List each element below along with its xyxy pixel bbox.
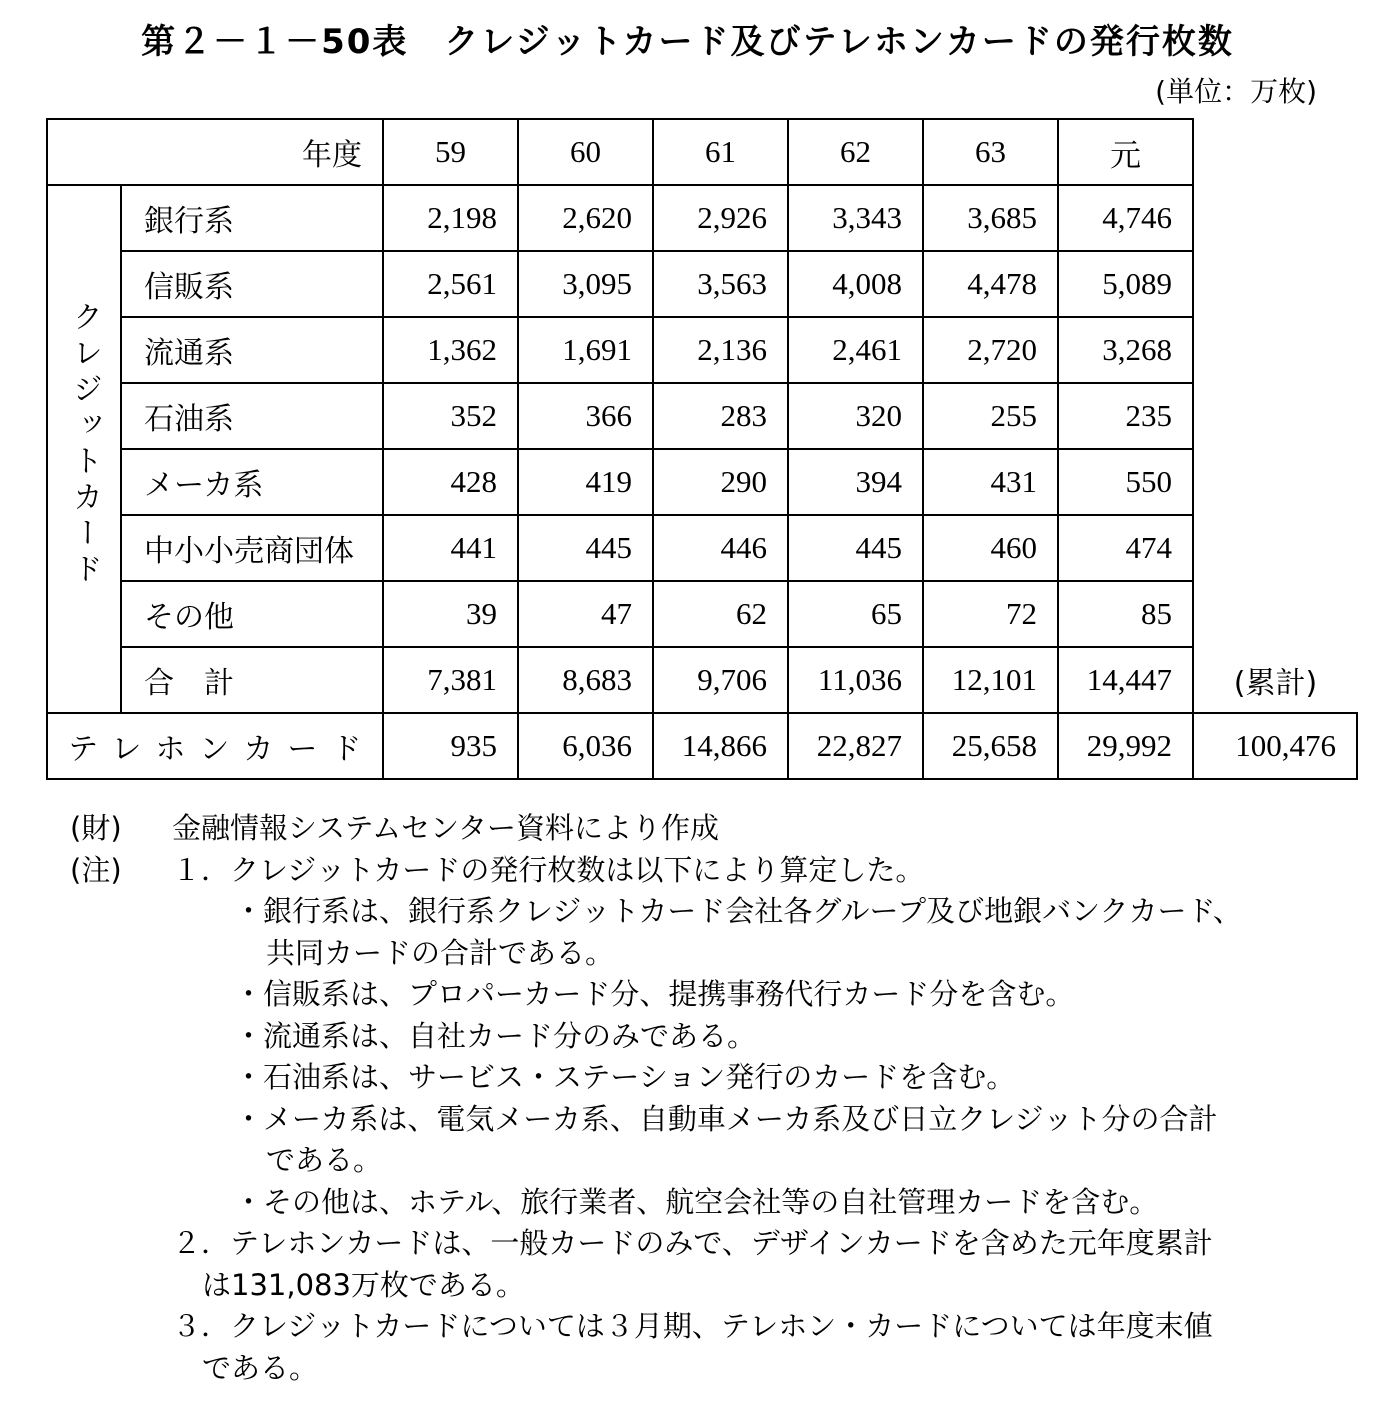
note-text: ・石油系は、サービス・ステーション発行のカードを含む。 [234,1060,1016,1094]
note-text: 共同カードの合計である。 [266,935,615,970]
table-cell: 29,992 [1058,713,1193,779]
table-cell: 85 [1058,581,1193,647]
table-cell: 12,101 [923,647,1058,713]
table-cell: 2,720 [923,317,1058,383]
note-line [70,1306,1330,1348]
total-row [47,647,1357,713]
table-cell: 431 [923,449,1058,515]
note-text: ・メーカ系は、電気メーカ系、自動車メーカ系及び日立クレジット分の合計 [234,1101,1218,1136]
row-label: 中小小売商団体 [121,515,383,581]
table-cell: 11,036 [788,647,923,713]
table-row [47,449,1357,515]
note-line [70,974,1330,1016]
table-title: 第２－１－50表 クレジットカード及びテレホンカードの発行枚数 [141,22,1234,62]
note-text: ・その他は、ホテル、旅行業者、航空会社等の自社管理カードを含む。 [234,1184,1159,1219]
table-cell: 474 [1058,515,1193,581]
table-cell: 290 [653,449,788,515]
table-row [47,515,1357,581]
row-label: その他 [121,581,383,647]
note-text: １．クレジットカードの発行枚数は以下により算定した。 [172,852,925,887]
note-line [70,1223,1330,1265]
note-text: ・流通系は、自社カード分のみである。 [234,1018,757,1053]
empty-cell [1193,251,1357,317]
table-cell: 65 [788,581,923,647]
table-row [47,383,1357,449]
source-line [70,808,1330,850]
table-cell: 550 [1058,449,1193,515]
source-text: 金融情報システムセンター資料により作成 [172,811,719,845]
year-header: 62 [788,119,923,185]
table-cell: 428 [383,449,518,515]
table-cell: 1,362 [383,317,518,383]
unit-label: (単位：万枚) [1155,75,1317,108]
note-line [70,1016,1330,1058]
table-cell: 2,561 [383,251,518,317]
table-cell: 2,198 [383,185,518,251]
table-cell: 3,685 [923,185,1058,251]
table-cell: 283 [653,383,788,449]
row-label: 流通系 [121,317,383,383]
note-line [70,1182,1330,1224]
empty-cell [1193,515,1357,581]
table-cell: 7,381 [383,647,518,713]
table-cell: 255 [923,383,1058,449]
credit-card-group-label: クレジットカード [47,185,121,713]
note-text: ・銀行系は、銀行系クレジットカード会社各グループ及び地銀バンクカード、 [234,894,1242,928]
empty-cell [1193,185,1357,251]
table-cell: 9,706 [653,647,788,713]
total-label: 合 計 [121,647,383,713]
table-row [47,251,1357,317]
table-cell: 445 [788,515,923,581]
header-row [47,119,1357,185]
note-text: ３．クレジットカードについては３月期、テレホン・カードについては年度末値 [172,1309,1213,1343]
row-label: 銀行系 [121,185,383,251]
table-cell: 366 [518,383,653,449]
table-cell: 3,563 [653,251,788,317]
empty-cell [1193,581,1357,647]
table-cell: 320 [788,383,923,449]
year-header: 60 [518,119,653,185]
table-cell: 2,926 [653,185,788,251]
note-text: は131,083万枚である。 [202,1267,525,1302]
note-line [70,1348,1330,1390]
year-header: 61 [653,119,788,185]
table-cell: 2,620 [518,185,653,251]
issuance-table [46,118,1358,780]
table-cell: 8,683 [518,647,653,713]
table-cell: 47 [518,581,653,647]
note-text: ・信販系は、プロパーカード分、提携事務代行カード分を含む。 [234,977,1075,1011]
note-line [70,1140,1330,1182]
note-text: である。 [202,1350,319,1385]
note-line [70,1265,1330,1307]
table-cell: 935 [383,713,518,779]
notes-section [70,808,1330,1389]
table-cell: 22,827 [788,713,923,779]
table-cell: 3,095 [518,251,653,317]
note-line [70,850,1330,892]
row-label: 石油系 [121,383,383,449]
telephone-card-row [47,713,1357,779]
table-cell: 14,447 [1058,647,1193,713]
table-cell: 2,461 [788,317,923,383]
table-cell: 72 [923,581,1058,647]
table-cell: 235 [1058,383,1193,449]
note-line [70,1099,1330,1141]
table-cell: 441 [383,515,518,581]
note-label: (注) [70,852,122,887]
source-label: (財) [70,811,122,845]
table-cell: 1,691 [518,317,653,383]
year-header: 59 [383,119,518,185]
year-header: 63 [923,119,1058,185]
table-cell: 352 [383,383,518,449]
empty-cell [1193,119,1357,185]
note-line [70,891,1330,933]
empty-cell [1193,317,1357,383]
empty-cell [1193,383,1357,449]
table-cell: 4,478 [923,251,1058,317]
table-cell: 62 [653,581,788,647]
cumulative-label: (累計) [1233,665,1318,701]
row-label: 信販系 [121,251,383,317]
empty-cell [1193,449,1357,515]
table-row [47,317,1357,383]
table-row [47,185,1357,251]
table-cell: 25,658 [923,713,1058,779]
note-line [70,1057,1330,1099]
table-cell: 445 [518,515,653,581]
table-cell: 419 [518,449,653,515]
table-cell: 6,036 [518,713,653,779]
table-row [47,581,1357,647]
table-cell: 460 [923,515,1058,581]
note-text: である。 [266,1143,383,1177]
year-header-label: 年度 [47,119,383,185]
row-label: メーカ系 [121,449,383,515]
telephone-card-label: テレホンカード [47,713,383,779]
table-cell: 39 [383,581,518,647]
table-cell: 2,136 [653,317,788,383]
note-text: ２．テレホンカードは、一般カードのみで、デザインカードを含めた元年度累計 [172,1226,1213,1260]
note-line [70,933,1330,975]
table-cell: 394 [788,449,923,515]
table-cell: 4,008 [788,251,923,317]
table-cell: 446 [653,515,788,581]
table-cell: 3,268 [1058,317,1193,383]
table-cell: 5,089 [1058,251,1193,317]
table-cell: 14,866 [653,713,788,779]
table-cell: 3,343 [788,185,923,251]
cumulative-cell: 100,476 [1193,713,1357,779]
table-cell: 4,746 [1058,185,1193,251]
year-header: 元 [1058,119,1193,185]
